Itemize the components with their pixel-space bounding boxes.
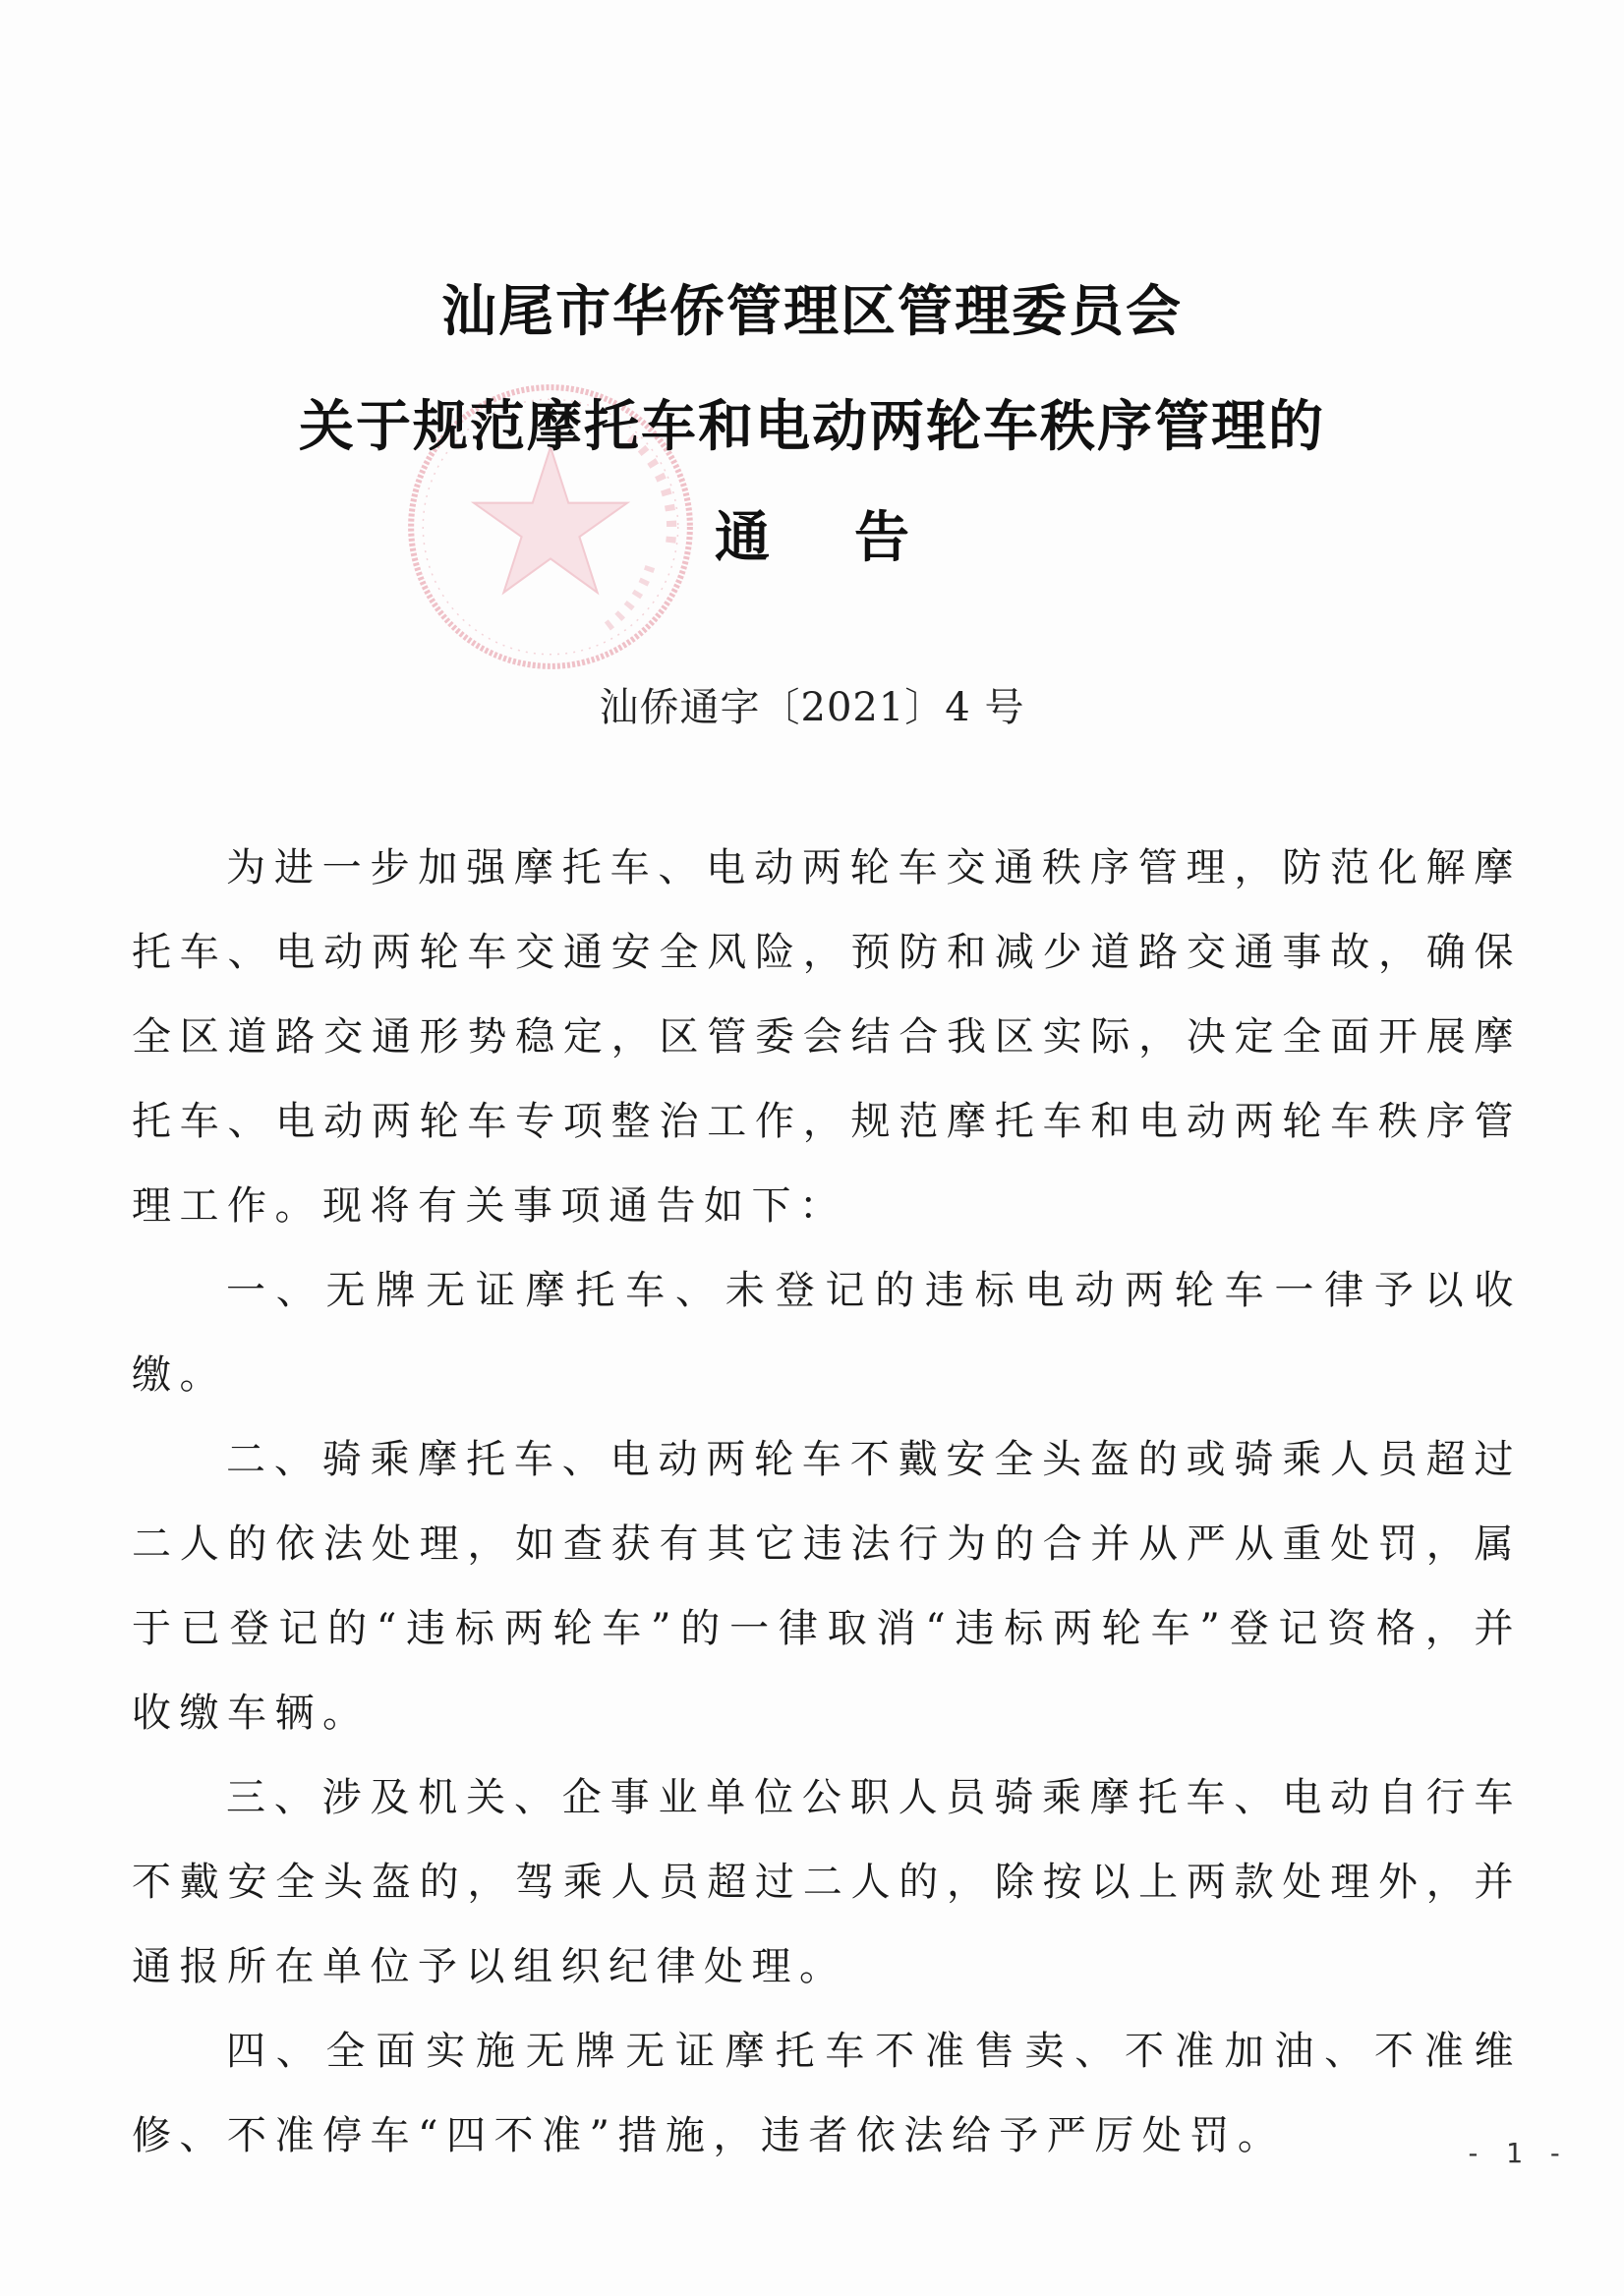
title-line-2: 关于规范摩托车和电动两轮车秩序管理的 [299,395,1325,459]
title-line-1: 汕尾市华侨管理区管理委员会 [441,280,1183,344]
item-3-paragraph: 三、涉及机关、企事业单位公职人员骑乘摩托车、电动自行车不戴安全头盔的，驾乘人员超过二人的，除按以上两款处理外，并通报所在单位予以组织纪律处理。 [132,1775,1522,1989]
title-line-3: 通告 [715,506,994,570]
document-number: 汕侨通字〔2021〕4 号 [599,685,1025,730]
notice-body [132,826,1522,2178]
intro-paragraph: 为进一步加强摩托车、电动两轮车交通秩序管理，防范化解摩托车、电动两轮车交通安全风险，预防和减少道路交通事故，确保全区道路交通形势稳定，区管委会结合我区实际，决定全面开展摩托车、电动两轮车专项整治工作，规范摩托车和电动两轮车秩序管理工作。现将有关事项通告如下： [132,845,1522,1229]
item-1-paragraph: 一、无牌无证摩托车、未登记的违标电动两轮车一律予以收缴。 [132,1268,1522,1398]
page-number: - 1 - [1465,2137,1568,2169]
item-2-paragraph: 二、骑乘摩托车、电动两轮车不戴安全头盔的或骑乘人员超过二人的依法处理，如查获有其它违法行为的合并从严从重处罚，属于已登记的“违标两轮车”的一律取消“违标两轮车”登记资格，并收缴车辆。 [132,1437,1522,1736]
item-4-paragraph: 四、全面实施无牌无证摩托车不准售卖、不准加油、不准维修、不准停车“四不准”措施，违者依法给予严厉处罚。 [132,2029,1522,2158]
